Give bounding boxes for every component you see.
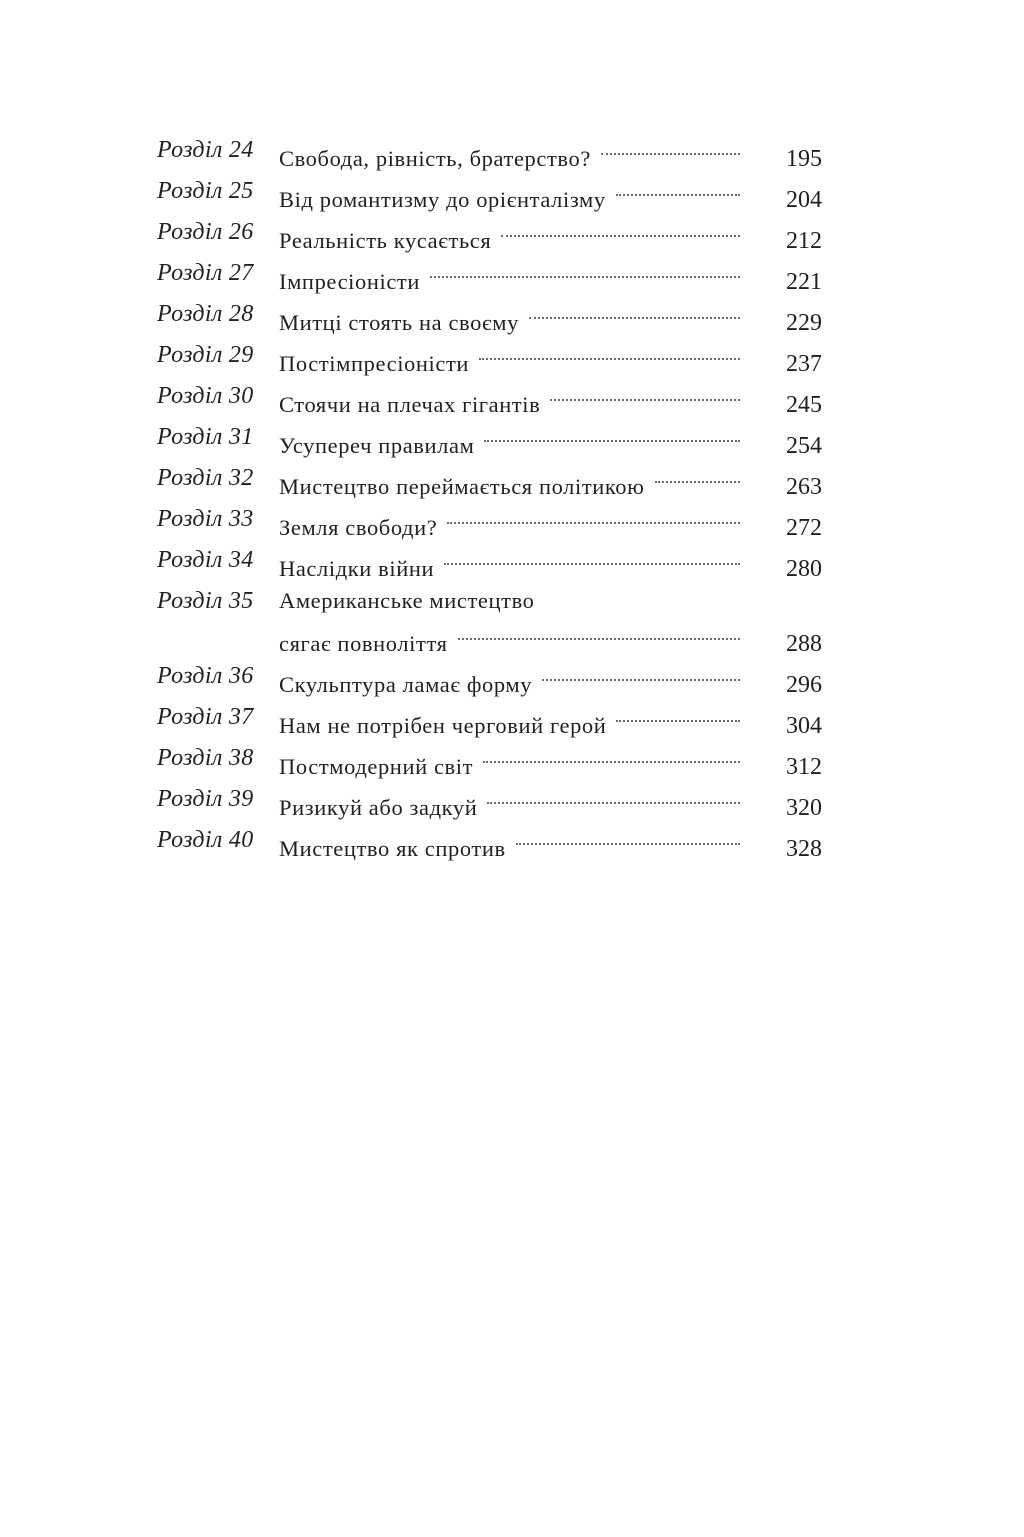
dot-leader (516, 824, 740, 856)
page-number: 212 (786, 228, 822, 254)
dot-leader (458, 619, 740, 651)
page-number: 237 (786, 351, 822, 377)
toc-entry (157, 503, 822, 541)
chapter-title-line-2: сягає повноліття (279, 631, 448, 656)
page-number: 304 (786, 713, 822, 739)
chapter-number: Розділ 37 (157, 704, 254, 730)
page-number: 296 (786, 672, 822, 698)
dot-leader (542, 660, 740, 692)
page-number: 204 (786, 187, 822, 213)
toc-entry (157, 660, 822, 698)
page-number: 254 (786, 433, 822, 459)
toc-entry (157, 742, 822, 780)
toc-entry (157, 298, 822, 336)
chapter-title: Постмодерний світ (279, 754, 474, 779)
chapter-title: Скульптура ламає форму (279, 672, 533, 697)
page-number: 272 (786, 515, 822, 541)
chapter-number: Розділ 30 (157, 383, 254, 409)
dot-leader (487, 783, 740, 815)
chapter-number: Розділ 38 (157, 745, 254, 771)
page-number: 288 (786, 631, 822, 657)
dot-leader (655, 462, 740, 494)
chapter-number: Розділ 34 (157, 547, 254, 573)
chapter-title: Нам не потрібен черговий герой (279, 713, 607, 738)
table-of-contents (157, 134, 822, 865)
chapter-number: Розділ 36 (157, 663, 254, 689)
chapter-title: Митці стоять на своєму (279, 310, 519, 335)
dot-leader (444, 544, 740, 576)
chapter-number: Розділ 40 (157, 827, 254, 853)
chapter-title: Земля свободи? (279, 515, 438, 540)
dot-leader (501, 216, 740, 248)
dot-leader (483, 742, 740, 774)
page-number: 229 (786, 310, 822, 336)
chapter-title: Імпресіоністи (279, 269, 421, 294)
dot-leader (484, 421, 740, 453)
page-number: 245 (786, 392, 822, 418)
chapter-number: Розділ 39 (157, 786, 254, 812)
dot-leader (479, 339, 740, 371)
toc-entry (157, 134, 822, 172)
dot-leader (430, 257, 740, 289)
toc-entry (157, 824, 822, 862)
chapter-number: Розділ 33 (157, 506, 254, 532)
chapter-number: Розділ 32 (157, 465, 254, 491)
toc-entry (157, 380, 822, 418)
page-number: 328 (786, 836, 822, 862)
chapter-title: Постімпресіоністи (279, 351, 470, 376)
chapter-title: Мистецтво переймається політикою (279, 474, 645, 499)
toc-entry (157, 257, 822, 295)
chapter-title: Усупереч правилам (279, 433, 475, 458)
chapter-title: Від романтизму до орієнталізму (279, 187, 606, 212)
chapter-title-line-1: Американське мистецтво (279, 588, 535, 613)
toc-entry (157, 421, 822, 459)
toc-entry (157, 216, 822, 254)
page-number: 221 (786, 269, 822, 295)
toc-entry (157, 783, 822, 821)
toc-entry (157, 339, 822, 377)
toc-entry (157, 544, 822, 582)
page-number: 320 (786, 795, 822, 821)
page-number: 263 (786, 474, 822, 500)
toc-entry (157, 462, 822, 500)
dot-leader (616, 701, 740, 733)
dot-leader (616, 175, 740, 207)
dot-leader (447, 503, 740, 535)
chapter-title: Ризикуй або задкуй (279, 795, 478, 820)
toc-entry (157, 701, 822, 739)
chapter-number: Розділ 29 (157, 342, 254, 368)
chapter-number: Розділ 31 (157, 424, 254, 450)
toc-entry (157, 175, 822, 213)
dot-leader (601, 134, 740, 166)
chapter-title: Наслідки війни (279, 556, 435, 581)
dot-leader (550, 380, 740, 412)
chapter-title: Мистецтво як спротив (279, 836, 506, 861)
toc-entry (157, 585, 822, 657)
page-number: 195 (786, 146, 822, 172)
page-number: 312 (786, 754, 822, 780)
chapter-number: Розділ 24 (157, 137, 254, 163)
chapter-title: Свобода, рівність, братерство? (279, 146, 591, 171)
chapter-title: Реальність кусається (279, 228, 492, 253)
chapter-number: Розділ 25 (157, 178, 254, 204)
page-number: 280 (786, 556, 822, 582)
chapter-number: Розділ 35 (157, 588, 254, 614)
chapter-number: Розділ 27 (157, 260, 254, 286)
chapter-number: Розділ 28 (157, 301, 254, 327)
dot-leader (529, 298, 740, 330)
chapter-title: Стоячи на плечах гігантів (279, 392, 541, 417)
chapter-number: Розділ 26 (157, 219, 254, 245)
